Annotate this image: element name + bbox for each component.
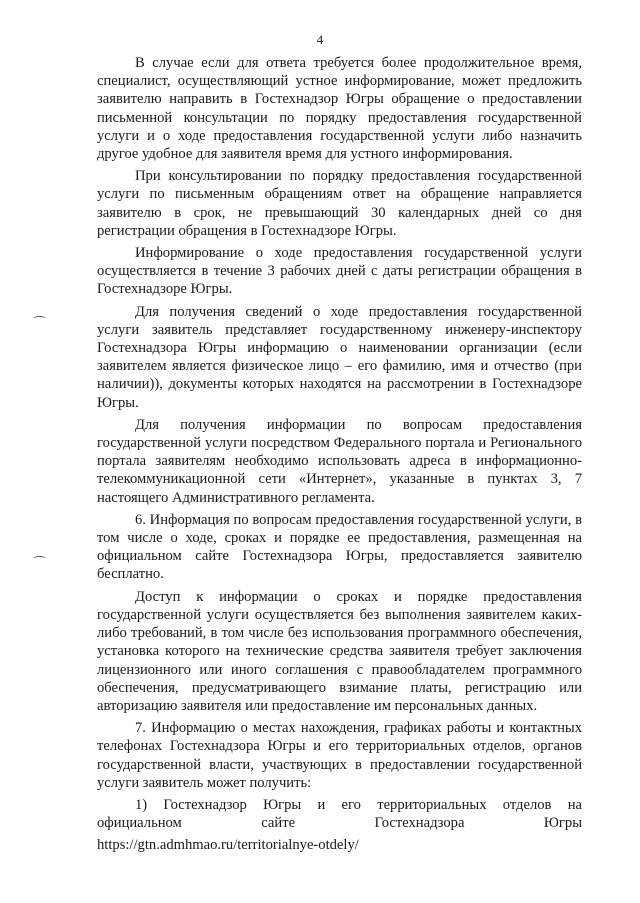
margin-mark-1 — [33, 316, 46, 321]
page-number: 4 — [316, 32, 324, 47]
document-body — [97, 54, 582, 859]
paragraph-free-access: Доступ к информации о сроках и порядке предоставления государственной услуги осуществляется без выполнения заявителем каких-либо требований, в том числе без использования программного обеспечения, установка которого на технические средства заявителя требует заключения лицензионного или иного соглашения с правообладателем программного обеспечения, предусматривающего взимание платы, регистрацию или авторизацию заявителя или предоставление им персональных данных. — [97, 588, 582, 714]
paragraph-item-7: 7. Информацию о местах нахождения, графиках работы и контактных телефонах Гостехнадзора Югры и его территориальных отделов, органов государственной власти, участвующих в предоставлении государственной услуги заявитель может получить: — [97, 720, 582, 791]
paragraph-item-6: 6. Информация по вопросам предоставления государственной услуги, в том числе о ходе, сроках и порядке ее предоставления, размещенная на официальном сайте Гостехнадзора Югры, предоставляется заявителю бесплатно. — [97, 511, 582, 583]
paragraph-written-consultation: При консультировании по порядку предоставления государственной услуги по письменным обращениям ответ на обращение направляется заявителю в срок, не превышающий 30 календарных дней со дня регистрации обращения в Гостехнадзоре Югры. — [97, 168, 582, 239]
paragraph-response-time: В случае если для ответа требуется более продолжительное время, специалист, осуществляющий устное информирование, может предложить заявителю направить в Гостехнадзор Югры обращение о предоставлении письменной консультации по порядку предоставления государственной услуги и о ходе предоставления государственной услуги либо назначить другое удобное для заявителя время для устного информирования. — [97, 55, 582, 163]
paragraph-subitem-1: 1) Гостехнадзор Югры и его территориальных отделов на официальном сайте Гостехнадзора Югры — [97, 796, 582, 832]
paragraph-progress-information: Информирование о ходе предоставления государственной услуги осуществляется в течение 3 рабочих дней с даты регистрации обращения в Гостехнадзоре Югры. — [97, 245, 582, 298]
margin-mark-2 — [33, 556, 46, 561]
official-site-url[interactable]: https://gtn.admhmao.ru/territorialnye-otdely/ — [97, 837, 359, 854]
paragraph-information-request: Для получения сведений о ходе предоставления государственной услуги заявитель представляет государственному инженеру-инспектору Гостехнадзора Югры информацию о наименовании организации (если заявителем является физическое лицо – его фамилию, имя и отчество (при наличии)), документы которых находятся на рассмотрении в Гостехнадзоре Югры. — [97, 303, 582, 411]
paragraph-portal-information: Для получения информации по вопросам предоставления государственной услуги посредством Федерального портала и Регионального портала заявителям необходимо использовать адреса в информационно-телекоммуникационной сети «Интернет», указанные в пунктах 3, 7 настоящего Административного регламента. — [97, 416, 582, 506]
